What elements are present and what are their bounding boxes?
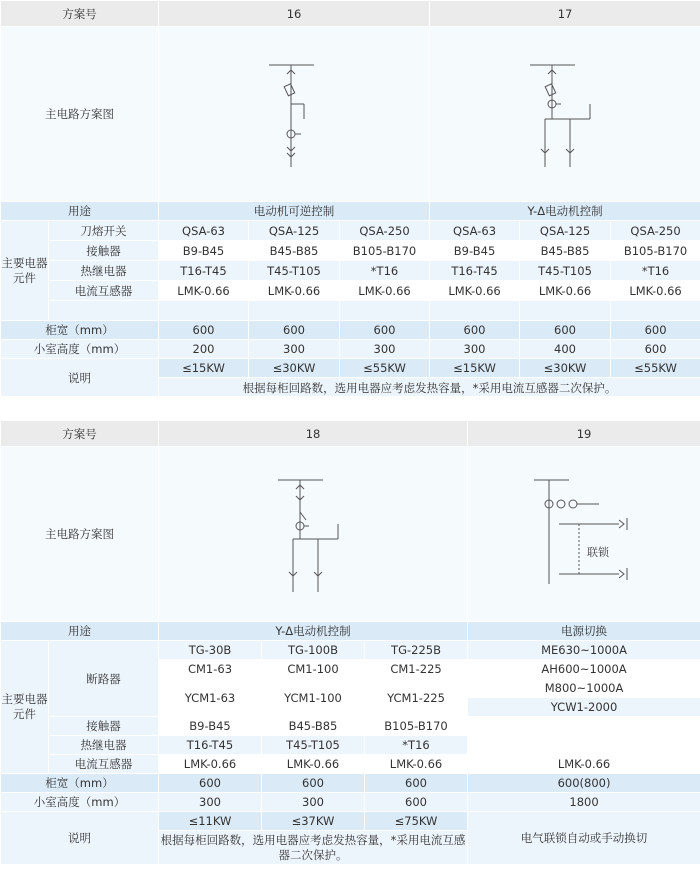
cell: ≤11KW	[159, 812, 262, 831]
circuit-18-icon	[273, 474, 353, 594]
scheme-table-18-19	[0, 420, 700, 865]
cell: 600	[365, 793, 468, 812]
cell: YCM1-225	[365, 679, 468, 717]
cell: TG-225B	[365, 641, 468, 660]
cell: LMK-0.66	[340, 281, 430, 301]
scheme-number-16: 16	[159, 1, 430, 27]
usage-17: Y-Δ电动机控制	[430, 202, 700, 221]
cell: QSA-125	[520, 221, 611, 241]
scheme-number-19: 19	[468, 421, 700, 447]
cell: 600	[611, 321, 700, 340]
cell: LMK-0.66	[159, 755, 262, 774]
cell: ≤55KW	[611, 359, 700, 378]
cell: 300	[159, 793, 262, 812]
cell: CM1-225	[365, 660, 468, 679]
header-label: 方案号	[1, 1, 159, 27]
circuit-17-icon	[525, 59, 605, 169]
cell: B9-B45	[159, 241, 249, 261]
cell: YCM1-63	[159, 679, 262, 717]
cell: 300	[430, 340, 520, 359]
row-label: 电流互感器	[49, 281, 159, 301]
row-label-empty	[49, 301, 159, 321]
height-label: 小室高度（mm）	[1, 340, 159, 359]
cell: B45-B85	[249, 241, 340, 261]
cell: LMK-0.66	[611, 281, 700, 301]
cell: 600	[159, 321, 249, 340]
cell: B45-B85	[262, 717, 365, 736]
height-label: 小室高度（mm）	[1, 793, 159, 812]
cell: LMK-0.66	[249, 281, 340, 301]
width-label: 柜宽（mm）	[1, 774, 159, 793]
cell: QSA-125	[249, 221, 340, 241]
thermal-label: 热继电器	[49, 736, 159, 755]
cell: TG-30B	[159, 641, 262, 660]
row-label: 刀熔开关	[49, 221, 159, 241]
row-label: 接触器	[49, 241, 159, 261]
diagram-label: 主电路方案图	[1, 27, 159, 202]
desc-19: 电气联锁自动或手动换切	[468, 812, 700, 865]
cell: 600	[430, 321, 520, 340]
cell: 600	[159, 774, 262, 793]
cell: ME630~1000A	[468, 641, 700, 660]
circuit-16-icon	[264, 59, 324, 169]
contactor-label: 接触器	[49, 717, 159, 736]
cell: AH600~1000A	[468, 660, 700, 679]
desc-label: 说明	[1, 359, 159, 398]
cell: *T16	[365, 736, 468, 755]
usage-label: 用途	[1, 622, 159, 641]
components-group-label: 主要电器元件	[1, 221, 49, 321]
cell: LMK-0.66	[262, 755, 365, 774]
diagram-label: 主电路方案图	[1, 447, 159, 622]
cell: ≤75KW	[365, 812, 468, 831]
cell: LMK-0.66	[430, 281, 520, 301]
cell: T45-T105	[262, 736, 365, 755]
section-divider	[0, 396, 700, 420]
cell: 1800	[468, 793, 700, 812]
interlock-label: 联锁	[587, 546, 610, 559]
cell: T16-T45	[159, 261, 249, 281]
cell: B105-B170	[340, 241, 430, 261]
circuit-diagram-18	[159, 447, 468, 622]
cell: 300	[340, 340, 430, 359]
scheme-table-16-17	[0, 0, 700, 398]
cell: 600(800)	[468, 774, 700, 793]
cell: B105-B170	[365, 717, 468, 736]
cell: QSA-63	[159, 221, 249, 241]
circuit-diagram-17	[430, 27, 700, 202]
circuit-diagram-16	[159, 27, 430, 202]
cell: 400	[520, 340, 611, 359]
cell: ≤30KW	[249, 359, 340, 378]
cell: 300	[262, 793, 365, 812]
cell: 600	[520, 321, 611, 340]
cell: 600	[249, 321, 340, 340]
scheme-number-17: 17	[430, 1, 700, 27]
cell: CM1-63	[159, 660, 262, 679]
usage-19: 电源切换	[468, 622, 700, 641]
cell: QSA-63	[430, 221, 520, 241]
row-label: 热继电器	[49, 261, 159, 281]
usage-label: 用途	[1, 202, 159, 221]
cell: QSA-250	[611, 221, 700, 241]
cell: ≤15KW	[159, 359, 249, 378]
ct-label: 电流互感器	[49, 755, 159, 774]
cell: LMK-0.66	[159, 281, 249, 301]
circuit-diagram-19	[468, 447, 700, 622]
usage-16: 电动机可逆控制	[159, 202, 430, 221]
width-label: 柜宽（mm）	[1, 321, 159, 340]
circuit-19-icon	[529, 474, 639, 594]
cell: QSA-250	[340, 221, 430, 241]
cell: T16-T45	[159, 736, 262, 755]
cell: 600	[365, 774, 468, 793]
cell: B45-B85	[520, 241, 611, 261]
scheme-number-18: 18	[159, 421, 468, 447]
components-group-label: 主要电器元件	[1, 641, 49, 774]
cell: ≤37KW	[262, 812, 365, 831]
cell: M800~1000A	[468, 679, 700, 698]
cell: T45-T105	[249, 261, 340, 281]
desc-note: 根据每柜回路数，选用电器应考虑发热容量，*采用电流互感器二次保护。	[159, 831, 468, 865]
cell: B9-B45	[159, 717, 262, 736]
cell: LMK-0.66	[468, 755, 700, 774]
cell: B9-B45	[430, 241, 520, 261]
cell: ≤15KW	[430, 359, 520, 378]
cell: ≤30KW	[520, 359, 611, 378]
cell: YCM1-100	[262, 679, 365, 717]
cell: 300	[249, 340, 340, 359]
cell: YCW1-2000	[468, 698, 700, 717]
cell: 600	[262, 774, 365, 793]
cell: 600	[611, 340, 700, 359]
usage-18: Y-Δ电动机控制	[159, 622, 468, 641]
cell: B105-B170	[611, 241, 700, 261]
cell: CM1-100	[262, 660, 365, 679]
header-label: 方案号	[1, 421, 159, 447]
cell: LMK-0.66	[365, 755, 468, 774]
cell: T16-T45	[430, 261, 520, 281]
cell: *T16	[340, 261, 430, 281]
breaker-label: 断路器	[49, 641, 159, 717]
desc-note: 根据每柜回路数，选用电器应考虑发热容量，*采用电流互感器二次保护。	[159, 378, 700, 398]
cell: ≤55KW	[340, 359, 430, 378]
cell: *T16	[611, 261, 700, 281]
cell: 600	[340, 321, 430, 340]
cell: LMK-0.66	[520, 281, 611, 301]
cell: T45-T105	[520, 261, 611, 281]
cell: 200	[159, 340, 249, 359]
desc-label: 说明	[1, 812, 159, 865]
cell: TG-100B	[262, 641, 365, 660]
